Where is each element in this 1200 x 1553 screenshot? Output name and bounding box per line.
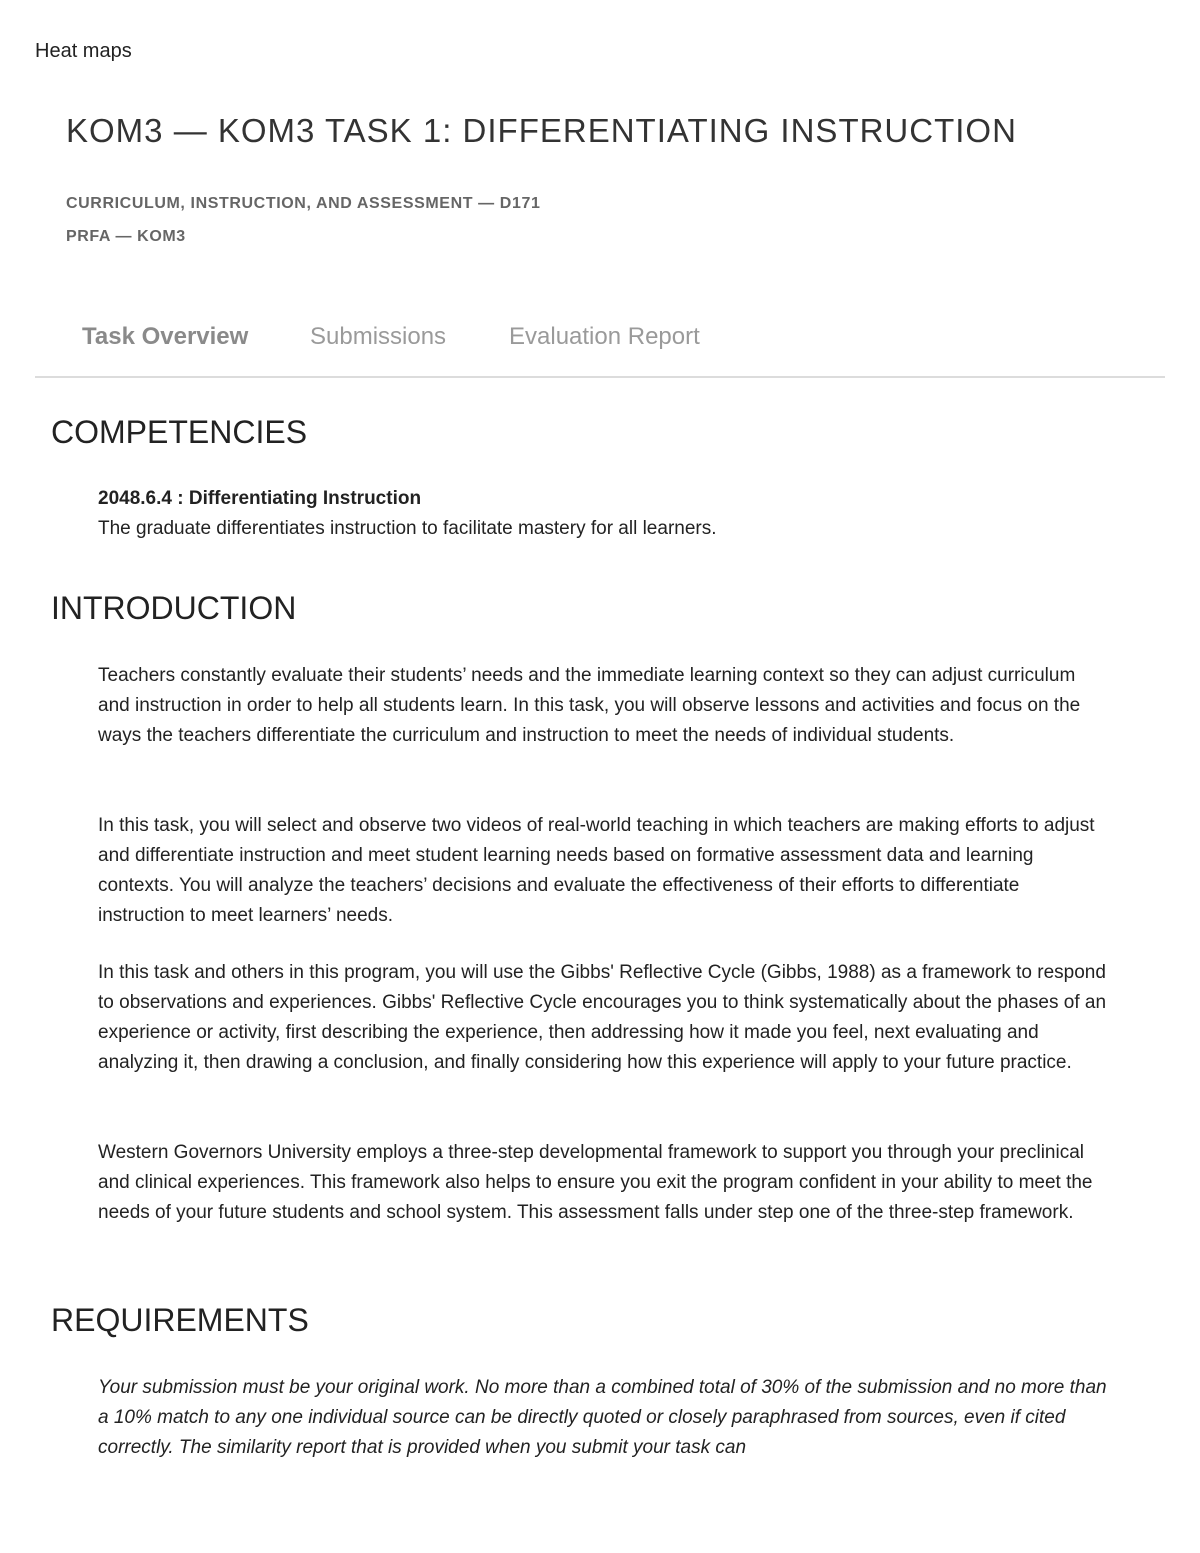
- tab-task-overview[interactable]: Task Overview: [82, 323, 249, 350]
- intro-paragraph: In this task and others in this program, you will use the Gibbs' Reflective Cycle (Gibbs, 1988) as a framework to respond to observations and experiences. Gibbs' Reflective Cycle encourages you to think systematically about the phases of an experience or activity, first describing the experience, then addressing how it made you feel, next evaluating and analyzing it, then drawing a conclusion, and finally considering how this experience will apply to your future practice.: [98, 962, 1107, 1073]
- competency-description: The graduate differentiates instruction to facilitate mastery for all learners.: [98, 518, 717, 539]
- tab-submissions[interactable]: Submissions: [310, 323, 447, 350]
- competencies-heading: COMPETENCIES: [51, 414, 308, 450]
- course-code: PRFA — KOM3: [66, 228, 186, 245]
- intro-paragraph: In this task, you will select and observe two videos of real-world teaching in which teachers are making efforts to adjust and differentiate instruction and meet student learning needs based on formative assessment data and learning contexts. You will analyze the teachers’ decisions and evaluate the effectiveness of their efforts to differentiate instruction to meet learners’ needs.: [98, 815, 1095, 926]
- introduction-heading: INTRODUCTION: [51, 590, 297, 626]
- intro-paragraph: Teachers constantly evaluate their students’ needs and the immediate learning context so they can adjust curriculum and instruction in order to help all students learn. In this task, you will observe lessons and activities and focus on the ways the teachers differentiate the curriculum and instruction to meet the needs of individual students.: [98, 665, 1081, 746]
- requirements-intro: Your submission must be your original work. No more than a combined total of 30% of the submission and no more than a 10% match to any one individual source can be directly quoted or closely paraphrased from sources, even if cited correctly. The similarity report that is provided when you submit your task can: [98, 1377, 1107, 1458]
- top-note: Heat maps: [35, 40, 132, 62]
- competency-title: 2048.6.4 : Differentiating Instruction: [98, 488, 422, 509]
- tab-evaluation-report[interactable]: Evaluation Report: [509, 323, 700, 350]
- page-title: KOM3 — KOM3 TASK 1: DIFFERENTIATING INSTRUCTION: [66, 112, 1017, 149]
- requirements-heading: REQUIREMENTS: [51, 1302, 309, 1338]
- intro-paragraph: Western Governors University employs a three-step developmental framework to support you through your preclinical and clinical experiences. This framework also helps to ensure you exit the program confident in your ability to meet the needs of your future students and school system. This assessment falls under step one of the three-step framework.: [98, 1142, 1093, 1223]
- tab-bar: [35, 306, 1165, 378]
- course-subtitle: CURRICULUM, INSTRUCTION, AND ASSESSMENT — D171: [66, 195, 541, 212]
